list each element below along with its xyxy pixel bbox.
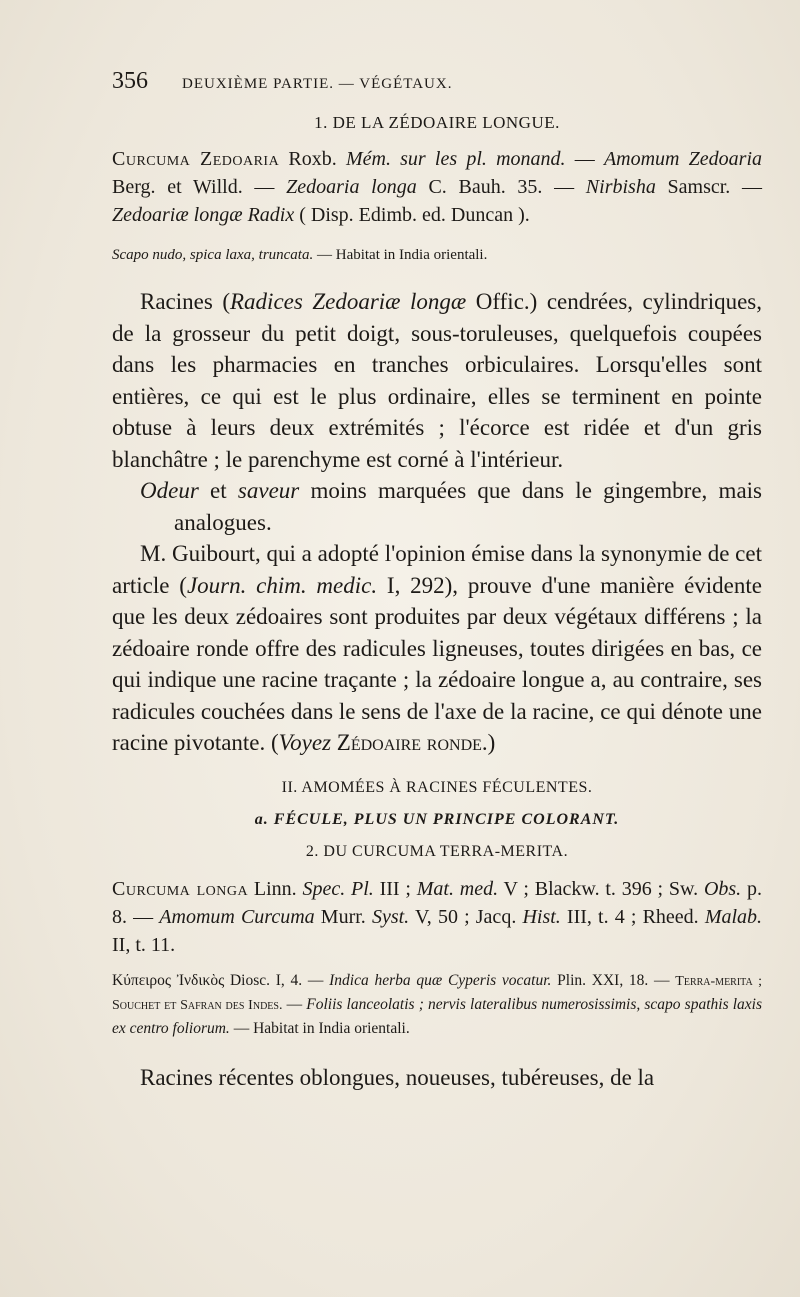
page-header — [112, 68, 762, 95]
species-name: Curcuma Zedoaria — [112, 148, 280, 170]
syn-citation: Mém. sur les pl. monand. — [345, 148, 566, 170]
para-text: moins marquées que dans le gingembre, mais analogues. — [174, 478, 762, 535]
note-text: Plin. XXI, 18. — — [551, 971, 676, 989]
page-number: 356 — [112, 68, 148, 94]
para-text: et — [198, 478, 238, 503]
note-italic: Foliis lanceolatis ; nervis lateralibus numerosissimis, scapo spathis laxis ex centro foliorum. — [112, 995, 763, 1037]
syn-text: — — [565, 148, 604, 170]
para-italic: Journ. chim. medic. — [186, 572, 378, 598]
species-name: Curcuma longa — [112, 877, 249, 900]
syn-citation: Mat. med. — [416, 877, 499, 900]
syn-text: Roxb. — [279, 148, 346, 170]
section-title-2: II. AMOMÉES À RACINES FÉCULENTES. — [281, 778, 593, 796]
para-smallcaps: Zédoaire ronde — [331, 730, 482, 755]
note-smallcaps: Terra-merita ; Souchet et Safran des Indes. — [112, 973, 762, 1013]
note-italic: Indica herba quæ Cyperis vocatur. — [329, 971, 552, 989]
syn-citation: Nirbisha — [585, 176, 656, 198]
syn-citation: Amomum Zedoaria — [603, 148, 763, 170]
syn-text: III ; — [373, 877, 417, 900]
syn-citation: Syst. — [371, 905, 410, 928]
page-text — [112, 68, 762, 1093]
para-italic: saveur — [237, 478, 300, 503]
syn-citation: Hist. — [522, 905, 561, 928]
greek-latin-note — [112, 969, 762, 1040]
syn-text: ( Disp. Edimb. ed. Duncan ). — [294, 204, 530, 226]
para-italic: Voyez — [278, 730, 332, 755]
synonymy-paragraph-1 — [112, 145, 762, 229]
synonymy-paragraph-2 — [112, 875, 762, 959]
description-paragraph — [112, 286, 762, 475]
syn-citation: Obs. — [703, 877, 742, 900]
para-text: M. Guibourt, qui a adopté l'opinion émise dans la synonymie de cet article ( — [112, 541, 762, 598]
para-text: Racines ( — [140, 289, 230, 314]
syn-citation: Amomum Curcuma — [159, 905, 315, 928]
syn-text: Samscr. — — [655, 176, 762, 198]
subsection-title: a. FÉCULE, PLUS UN PRINCIPE COLORANT. — [254, 810, 620, 828]
para-text: I, 292), prouve d'une manière évidente que les deux zédoaires sont produites par deux végétaux différens ; la zédoaire ronde offre des radicules ligneuses, toutes dirigées en bas, ce qui indique une racine traçante ; la zédoaire longue a, au contraire, ses radicules couchées dans le sens de l'axe de la racine, ce qui dénote une racine pivotante. ( — [112, 572, 762, 755]
syn-text: p. 8. — — [112, 877, 762, 928]
syn-citation: Spec. Pl. — [302, 877, 374, 900]
section-title-3: 2. DU CURCUMA TERRA-MERITA. — [305, 842, 569, 860]
guibourt-paragraph — [112, 538, 762, 759]
section-title-1: 1. DE LA ZÉDOAIRE LONGUE. — [314, 113, 560, 132]
syn-text: V, 50 ; Jacq. — [409, 905, 523, 928]
running-head: DEUXIÈME PARTIE. — VÉGÉTAUX. — [182, 76, 453, 92]
diagnosis-habitat: — Habitat in India orientali. — [313, 247, 488, 263]
syn-text: C. Bauh. 35. — — [416, 176, 586, 198]
last-line: Racines récentes oblongues, noueuses, tubéreuses, de la — [140, 1064, 655, 1090]
syn-text: III, t. 4 ; Rheed. — [560, 905, 705, 928]
para-text: .) — [481, 730, 496, 755]
odor-paragraph — [112, 475, 762, 538]
note-text: — Habitat in India orientali. — [229, 1019, 410, 1037]
para-italic: Odeur — [140, 478, 199, 503]
syn-citation: Zedoaria longa — [286, 176, 417, 198]
para-text: Offic.) cendrées, cylindriques, de la grosseur du petit doigt, sous-toruleuses, quelquefois coupées dans les pharmacies en tranches orbiculaires. Lorsqu'elles sont entières, ce qui est le plus ordinaire, elles se terminent en pointe obtuse à leurs deux extrémités ; l'écorce est ridée et d'un gris blanchâtre ; le parenchyme est corné à l'intérieur. — [112, 289, 762, 472]
syn-text: Murr. — [314, 905, 372, 928]
note-text: — — [282, 995, 307, 1013]
syn-citation: Malab. — [704, 905, 763, 928]
syn-text: Berg. et Willd. — — [112, 176, 287, 198]
para-italic: Radices Zedoariæ longæ — [230, 289, 467, 314]
diagnosis-italic: Scapo nudo, spica laxa, truncata. — [112, 247, 314, 263]
syn-text: II, t. 11. — [112, 933, 176, 956]
note-text: Κύπειρος Ἰνδικὸς Diosc. I, 4. — — [112, 971, 330, 989]
syn-text: Linn. — [248, 877, 303, 900]
syn-text: V ; Blackw. t. 396 ; Sw. — [498, 877, 704, 900]
syn-citation: Zedoariæ longæ Radix — [112, 204, 295, 226]
latin-diagnosis — [112, 247, 762, 264]
